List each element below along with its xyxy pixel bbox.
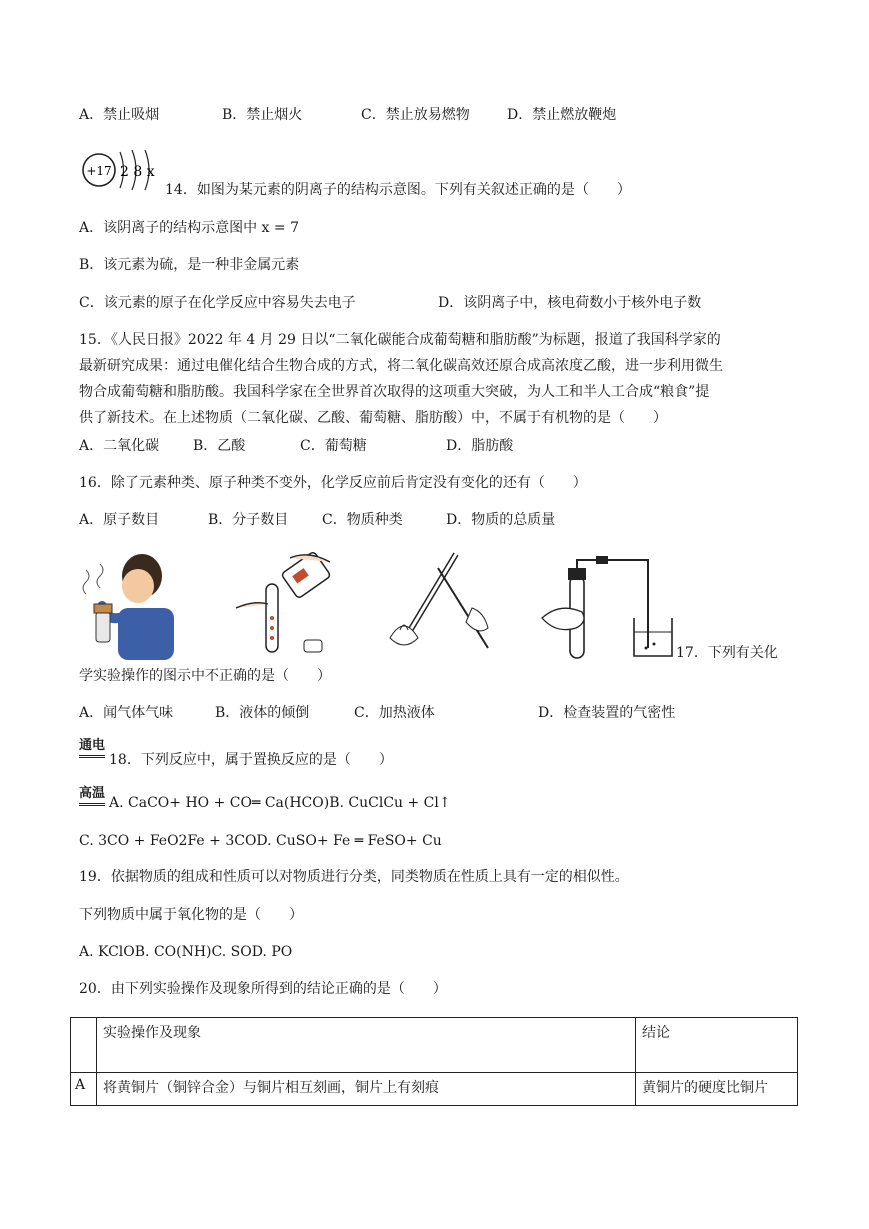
q13-option-b: B．禁止烟火 — [222, 107, 303, 123]
q19-options: A. KClOB. CO(NH)C. SOD. PO — [79, 944, 293, 960]
q16-option-a: A．原子数目 — [79, 512, 160, 528]
table-header-cell — [71, 1018, 97, 1073]
q17-stem-part1: 17．下列有关化 — [676, 645, 778, 661]
pour-liquid-illustration — [228, 548, 338, 660]
heat-liquid-illustration — [380, 548, 495, 660]
q15-stem — [79, 327, 795, 431]
q14-option-b: B．该元素为硫，是一种非金属元素 — [79, 257, 300, 273]
q19-sub: 下列物质中属于氧化物的是（ ） — [79, 907, 303, 923]
table-header-row — [71, 1018, 798, 1073]
table-header-cell: 结论 — [636, 1018, 798, 1073]
q15-option-a: A．二氧化碳 — [79, 438, 160, 454]
table-cell: 黄铜片的硬度比铜片 — [636, 1073, 798, 1106]
q17-option-c: C．加热液体 — [354, 705, 435, 721]
q15-option-d: D．脂肪酸 — [446, 438, 514, 454]
table-header-cell: 实验操作及现象 — [97, 1018, 636, 1073]
tongdian-label: 通电 — [79, 738, 105, 758]
q20-stem: 20．由下列实验操作及现象所得到的结论正确的是（ ） — [79, 981, 447, 997]
q18-options-line1: A. CaCO+ HO + CO═ Ca(HCO)B. CuClCu + Cl↑ — [109, 795, 451, 811]
q16-stem: 16．除了元素种类、原子种类不变外，化学反应前后肯定没有变化的还有（ ） — [79, 475, 587, 491]
nucleus-charge: +17 — [86, 164, 112, 178]
q20-table — [70, 1017, 798, 1106]
ion-structure-diagram — [80, 146, 170, 196]
table-row — [71, 1073, 798, 1106]
q18-stem: 18．下列反应中，属于置换反应的是（ ） — [109, 752, 393, 768]
table-cell: 将黄铜片（铜锌合金）与铜片相互刻画，铜片上有刻痕 — [97, 1073, 636, 1106]
q15-line-1: 15．《人民日报》2022 年 4 月 29 日以“二氧化碳能合成葡萄糖和脂肪酸”为标题，报道了我国科学家的 — [79, 332, 721, 348]
gaowen-label: 高温 — [79, 786, 105, 806]
q18-options-line2: C. 3CO + FeO2Fe + 3COD. CuSO+ Fe ═ FeSO+ Cu — [79, 833, 442, 849]
q14-option-c: C．该元素的原子在化学反应中容易失去电子 — [79, 295, 356, 311]
q13-option-a: A．禁止吸烟 — [79, 107, 160, 123]
q15-line-2: 最新研究成果：通过电催化结合生物合成的方式，将二氧化碳高效还原合成高浓度乙酸，进一步利用微生 — [79, 358, 723, 374]
q15-option-b: B．乙酸 — [193, 438, 246, 454]
q17-option-d: D．检查装置的气密性 — [538, 705, 676, 721]
q15-option-c: C．葡萄糖 — [300, 438, 367, 454]
q15-line-4: 供了新技术。在上述物质（二氧化碳、乙酸、葡萄糖、脂肪酸）中，不属于有机物的是（ ） — [79, 410, 667, 426]
q19-stem: 19．依据物质的组成和性质可以对物质进行分类，同类物质在性质上具有一定的相似性。 — [79, 869, 629, 885]
shell-electrons: 2 8 x — [120, 164, 155, 180]
q14-stem: 14．如图为某元素的阴离子的结构示意图。下列有关叙述正确的是（ ） — [165, 182, 631, 198]
q16-option-c: C．物质种类 — [322, 512, 403, 528]
airtightness-check-illustration — [538, 548, 678, 660]
q16-option-b: B．分子数目 — [208, 512, 289, 528]
q16-option-d: D．物质的总质量 — [446, 512, 556, 528]
smell-gas-illustration — [78, 548, 198, 660]
q17-stem-part2: 学实验操作的图示中不正确的是（ ） — [79, 668, 331, 684]
table-cell: A — [71, 1073, 97, 1106]
q15-line-3: 物合成葡萄糖和脂肪酸。我国科学家在全世界首次取得的这项重大突破，为人工和半人工合成“粮食”提 — [79, 384, 710, 400]
q13-option-c: C．禁止放易燃物 — [361, 107, 470, 123]
q14-option-a: A．该阴离子的结构示意图中 x = 7 — [79, 220, 299, 236]
q17-option-b: B．液体的倾倒 — [215, 705, 310, 721]
q13-option-d: D．禁止燃放鞭炮 — [507, 107, 617, 123]
q17-option-a: A．闻气体气味 — [79, 705, 174, 721]
q14-option-d: D．该阴离子中，核电荷数小于核外电子数 — [438, 295, 702, 311]
